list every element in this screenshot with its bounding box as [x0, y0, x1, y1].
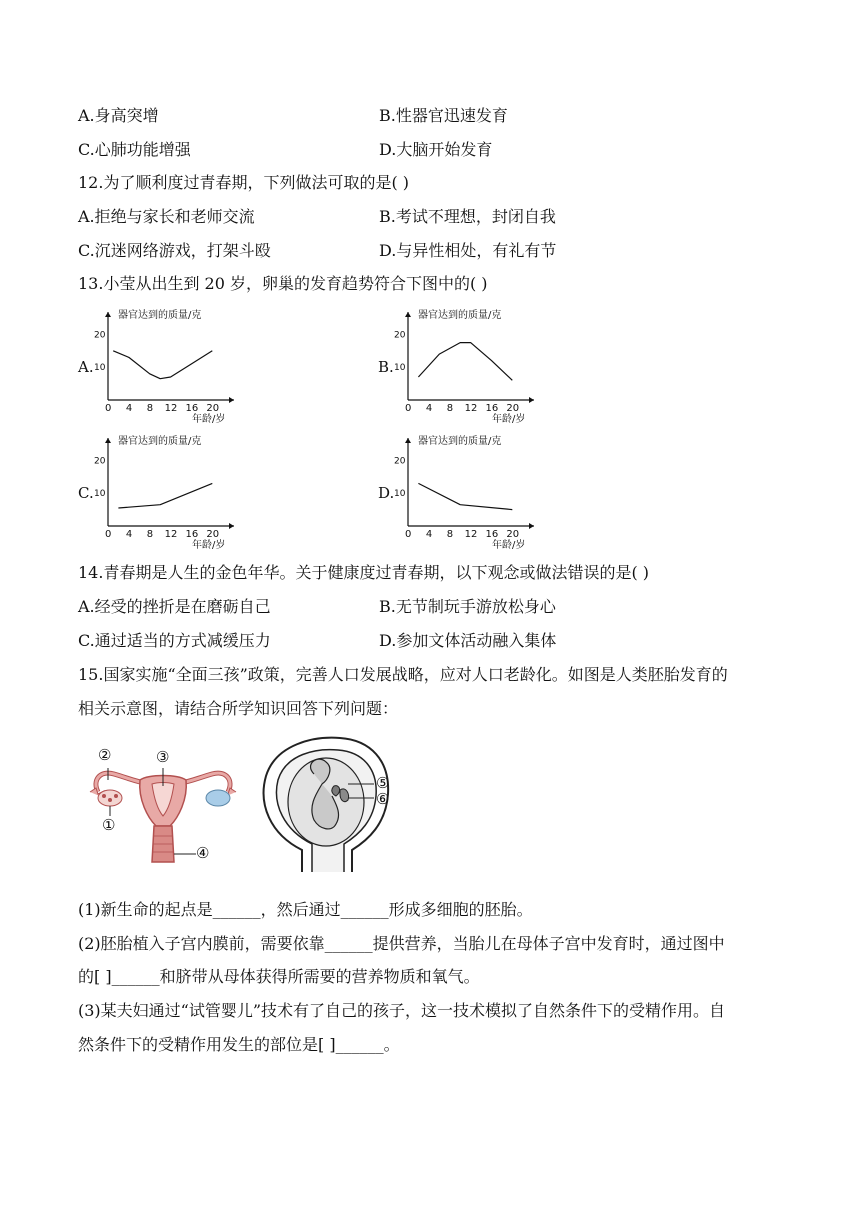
- chart-label-b: B.: [378, 358, 394, 376]
- q15-sub1: (1)新生命的起点是______，然后通过______形成多细胞的胚胎。: [78, 900, 533, 919]
- chart-d-svg: [394, 436, 546, 551]
- x-tick-label: 8: [146, 403, 154, 414]
- chart-label-a: A.: [78, 358, 94, 376]
- q12-option-c: C.沉迷网络游戏，打架斗殴: [78, 241, 271, 260]
- q12-stem: 12.为了顺利度过青春期，下列做法可取的是( ): [78, 173, 410, 192]
- label-6: ⑥: [376, 790, 390, 808]
- female-reproductive-figure: [78, 740, 248, 874]
- x-tick-label: 12: [164, 403, 178, 414]
- chart-label-c: C.: [78, 484, 94, 502]
- y-axis-arrow: [105, 438, 111, 443]
- x-tick-label: 12: [464, 529, 478, 540]
- chart-b-svg: [394, 310, 546, 425]
- x-tick-label: 0: [105, 529, 112, 540]
- label-2: ②: [98, 746, 112, 764]
- q15-sub3-line2: 然条件下的受精作用发生的部位是[ ]______。: [78, 1035, 400, 1054]
- x-axis-label: 年龄/岁: [492, 414, 526, 425]
- x-axis-label: 年龄/岁: [192, 540, 226, 551]
- q11-option-a: A.身高突增: [78, 106, 159, 125]
- fetus-figure: [256, 734, 406, 880]
- x-axis-label: 年龄/岁: [192, 414, 226, 425]
- q15-stem-line2: 相关示意图，请结合所学知识回答下列问题：: [78, 699, 399, 718]
- x-tick-label: 0: [405, 529, 412, 540]
- chart-d: [394, 436, 546, 551]
- right-ovary: [206, 790, 230, 806]
- x-tick-label: 8: [446, 403, 454, 414]
- y-tick-label: 20: [394, 456, 406, 467]
- series-line: [118, 483, 212, 508]
- chart-c: [94, 436, 246, 551]
- y-axis-arrow: [405, 438, 411, 443]
- y-axis-label: 器官达到的质量/克: [118, 436, 202, 447]
- q14-option-a: A.经受的挫折是在磨砺自己: [78, 597, 271, 616]
- q15-sub3-line1: (3)某夫妇通过“试管婴儿”技术有了自己的孩子，这一技术模拟了自然条件下的受精作用。自: [78, 1001, 726, 1020]
- label-5: ⑤: [376, 774, 390, 792]
- x-tick-label: 16: [485, 529, 499, 540]
- series-line: [418, 483, 512, 509]
- q15-sub2-line1: (2)胚胎植入子宫内膜前，需要依靠______提供营养，当胎儿在母体子宫中发育时，通过图中: [78, 934, 725, 953]
- x-tick-label: 20: [506, 529, 520, 540]
- q14-option-b: B.无节制玩手游放松身心: [379, 597, 556, 616]
- x-tick-label: 16: [185, 403, 199, 414]
- x-tick-label: 0: [105, 403, 112, 414]
- series-line: [113, 351, 212, 379]
- q12-option-a: A.拒绝与家长和老师交流: [78, 207, 255, 226]
- q13-stem: 13.小莹从出生到 20 岁，卵巢的发育趋势符合下图中的( ): [78, 274, 488, 293]
- y-tick-label: 10: [394, 363, 406, 374]
- q15-sub2-line2: 的[ ]______和脐带从母体获得所需要的营养物质和氧气。: [78, 967, 480, 986]
- x-tick-label: 4: [125, 529, 133, 540]
- q14-option-c: C.通过适当的方式减缓压力: [78, 631, 271, 650]
- y-axis-label: 器官达到的质量/克: [118, 310, 202, 321]
- x-tick-label: 0: [405, 403, 412, 414]
- x-tick-label: 16: [485, 403, 499, 414]
- x-axis-label: 年龄/岁: [492, 540, 526, 551]
- x-tick-label: 12: [164, 529, 178, 540]
- y-tick-label: 10: [94, 489, 106, 500]
- q12-option-b: B.考试不理想，封闭自我: [379, 207, 556, 226]
- x-tick-label: 8: [446, 529, 454, 540]
- q11-option-d: D.大脑开始发育: [379, 140, 493, 159]
- chart-a: [94, 310, 246, 425]
- label-1: ①: [102, 816, 116, 834]
- q11-option-c: C.心肺功能增强: [78, 140, 191, 159]
- chart-c-svg: [94, 436, 246, 551]
- placenta: [340, 789, 349, 802]
- label-4: ④: [196, 844, 210, 862]
- x-axis-arrow: [529, 523, 534, 529]
- x-axis-arrow: [229, 523, 234, 529]
- y-tick-label: 10: [394, 489, 406, 500]
- y-tick-label: 20: [394, 330, 406, 341]
- x-tick-label: 20: [206, 529, 220, 540]
- y-tick-label: 20: [94, 330, 106, 341]
- y-axis-label: 器官达到的质量/克: [418, 310, 502, 321]
- chart-label-d: D.: [378, 484, 395, 502]
- x-tick-label: 20: [206, 403, 220, 414]
- x-axis-arrow: [229, 397, 234, 403]
- series-line: [418, 343, 512, 381]
- x-tick-label: 4: [425, 529, 433, 540]
- x-tick-label: 16: [185, 529, 199, 540]
- x-tick-label: 4: [125, 403, 133, 414]
- chart-b: [394, 310, 546, 425]
- q11-option-b: B.性器官迅速发育: [379, 106, 508, 125]
- y-axis-label: 器官达到的质量/克: [418, 436, 502, 447]
- y-axis-arrow: [405, 312, 411, 317]
- x-tick-label: 8: [146, 529, 154, 540]
- y-tick-label: 20: [94, 456, 106, 467]
- x-tick-label: 4: [425, 403, 433, 414]
- x-axis-arrow: [529, 397, 534, 403]
- chart-a-svg: [94, 310, 246, 425]
- x-tick-label: 12: [464, 403, 478, 414]
- q12-option-d: D.与异性相处，有礼有节: [379, 241, 557, 260]
- label-3: ③: [156, 748, 170, 766]
- y-tick-label: 10: [94, 363, 106, 374]
- q15-stem-line1: 15.国家实施“全面三孩”政策，完善人口发展战略，应对人口老龄化。如图是人类胚胎发育的: [78, 665, 728, 684]
- q14-option-d: D.参加文体活动融入集体: [379, 631, 557, 650]
- y-axis-arrow: [105, 312, 111, 317]
- x-tick-label: 20: [506, 403, 520, 414]
- q14-stem: 14.青春期是人生的金色年华。关于健康度过青春期，以下观念或做法错误的是( ): [78, 563, 650, 582]
